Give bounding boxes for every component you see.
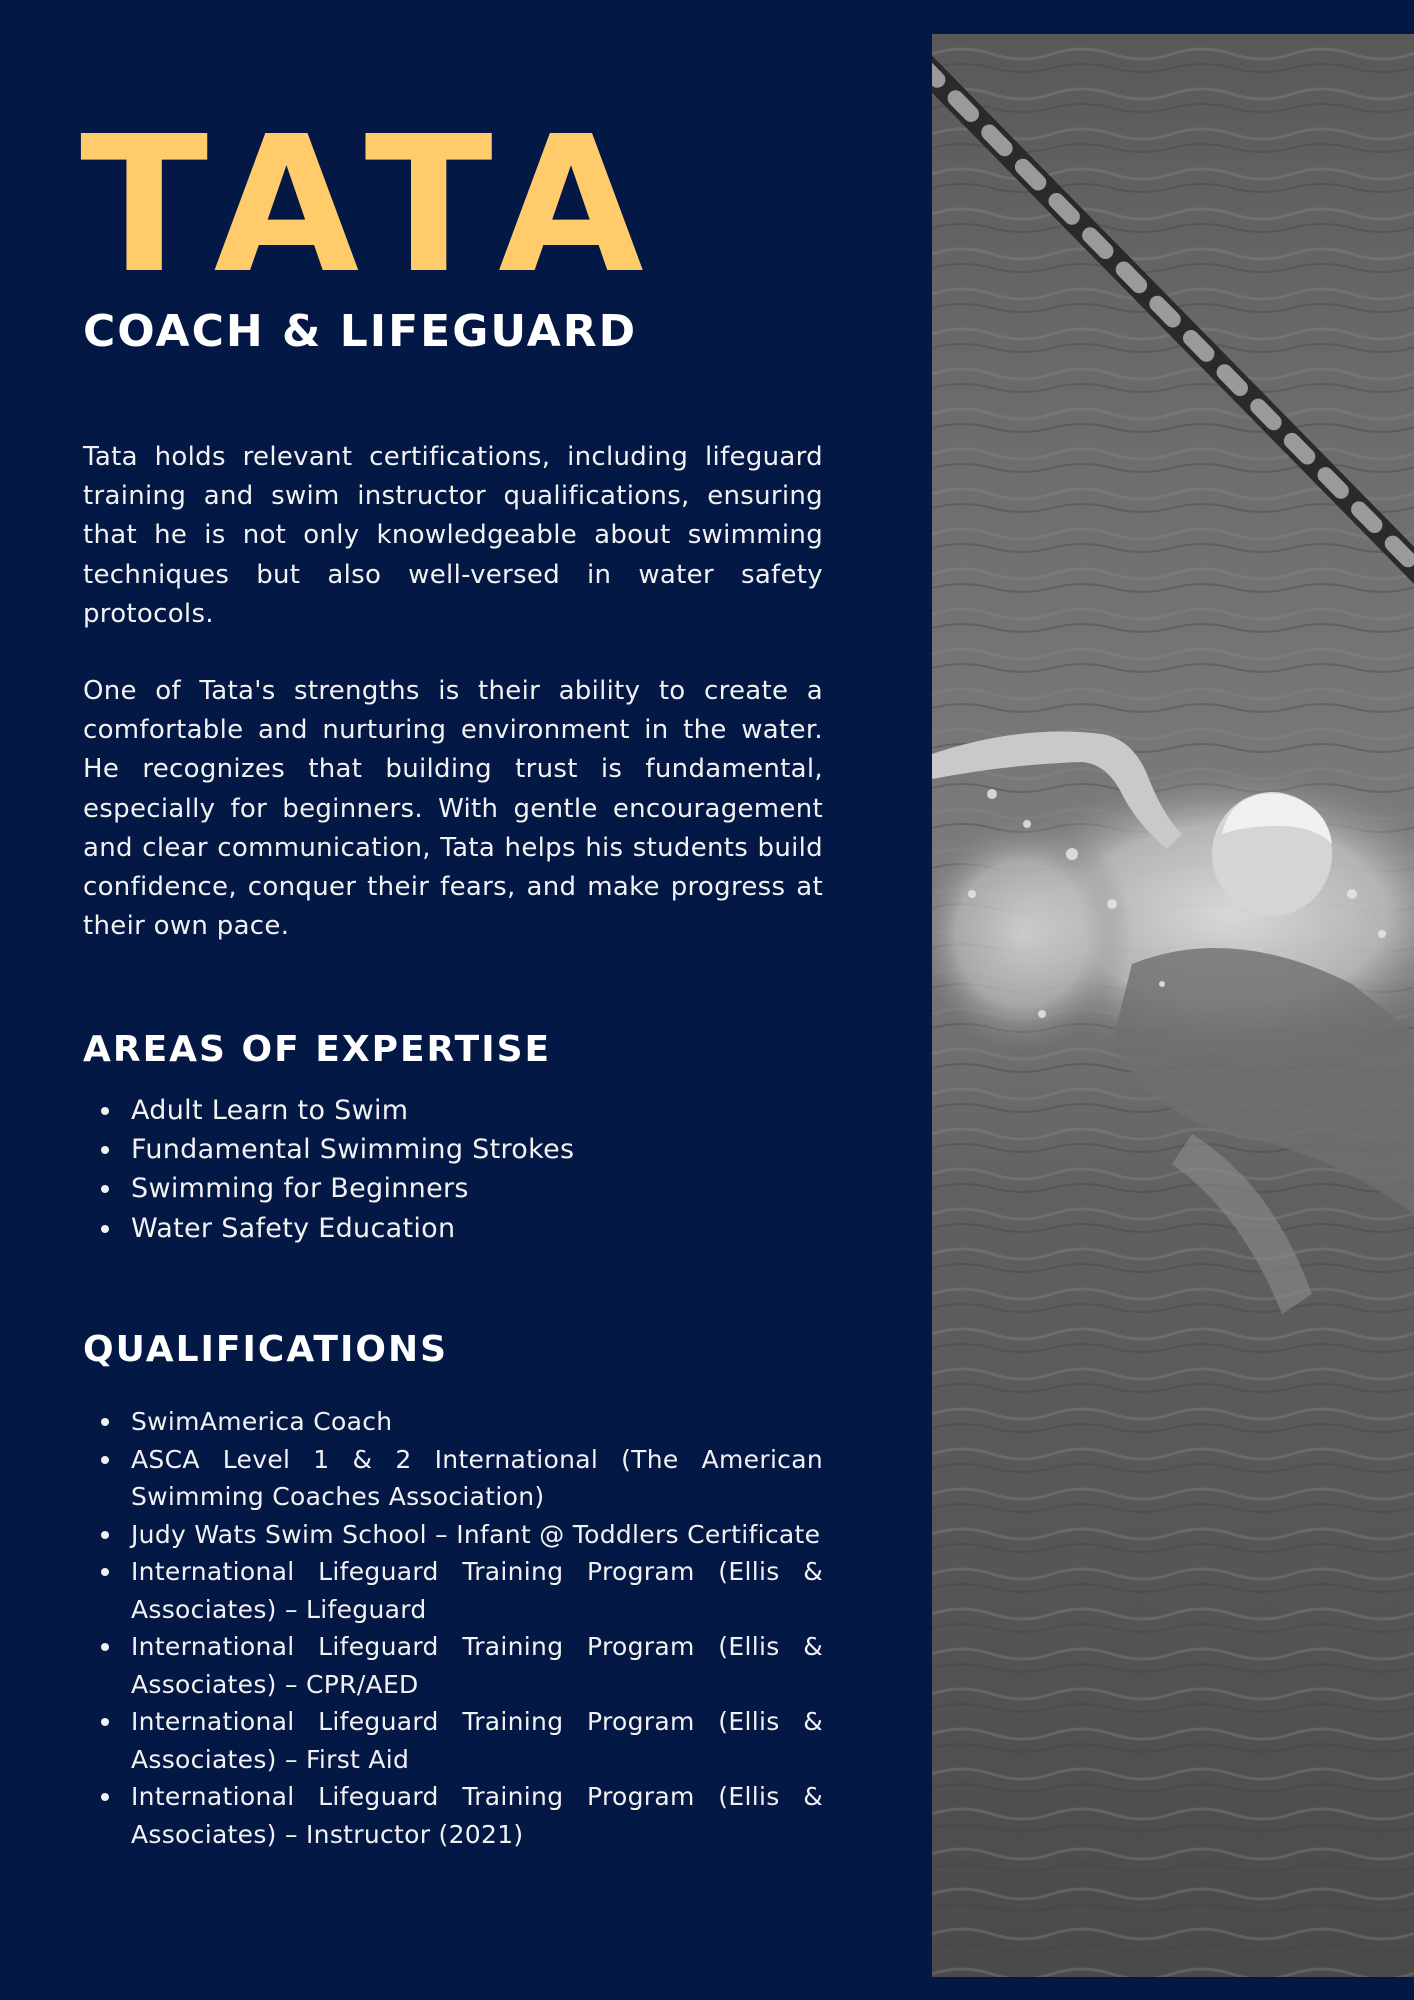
list-item: Water Safety Education	[131, 1209, 823, 1248]
list-item: SwimAmerica Coach	[131, 1403, 823, 1441]
list-item: International Lifeguard Training Program (Ellis & Associates) – Lifeguard	[131, 1553, 823, 1628]
qualifications-heading: QUALIFICATIONS	[83, 1329, 449, 1370]
list-item: ASCA Level 1 & 2 International (The American Swimming Coaches Association)	[131, 1441, 823, 1516]
list-item: Judy Wats Swim School – Infant @ Toddlers Certificate	[131, 1516, 823, 1554]
list-item: International Lifeguard Training Program (Ellis & Associates) – Instructor (2021)	[131, 1778, 823, 1853]
list-item: Adult Learn to Swim	[131, 1091, 823, 1130]
list-item: International Lifeguard Training Program (Ellis & Associates) – First Aid	[131, 1703, 823, 1778]
page-title: TATA	[80, 96, 664, 315]
qualifications-list	[83, 1403, 823, 1853]
list-item: Fundamental Swimming Strokes	[131, 1130, 823, 1169]
swimmer-photo	[932, 34, 1414, 1977]
bio-section	[83, 438, 823, 984]
bio-paragraph: Tata holds relevant certifications, including lifeguard training and swim instructor qualifications, ensuring that he is not only knowledgeable about swimming techniques but also well-versed in water safety protocols.	[83, 442, 823, 629]
role-subtitle: COACH & LIFEGUARD	[83, 306, 638, 357]
bio-paragraph: One of Tata's strengths is their ability to create a comfortable and nurturing environment in the water. He recognizes that building trust is fundamental, especially for beginners. With gentle encouragement and clear communication, Tata helps his students build confidence, conquer their fears, and make progress at their own pace.	[83, 676, 823, 942]
list-item: International Lifeguard Training Program (Ellis & Associates) – CPR/AED	[131, 1628, 823, 1703]
list-item: Swimming for Beginners	[131, 1169, 823, 1208]
expertise-heading: AREAS OF EXPERTISE	[83, 1029, 552, 1070]
expertise-list	[83, 1091, 823, 1248]
